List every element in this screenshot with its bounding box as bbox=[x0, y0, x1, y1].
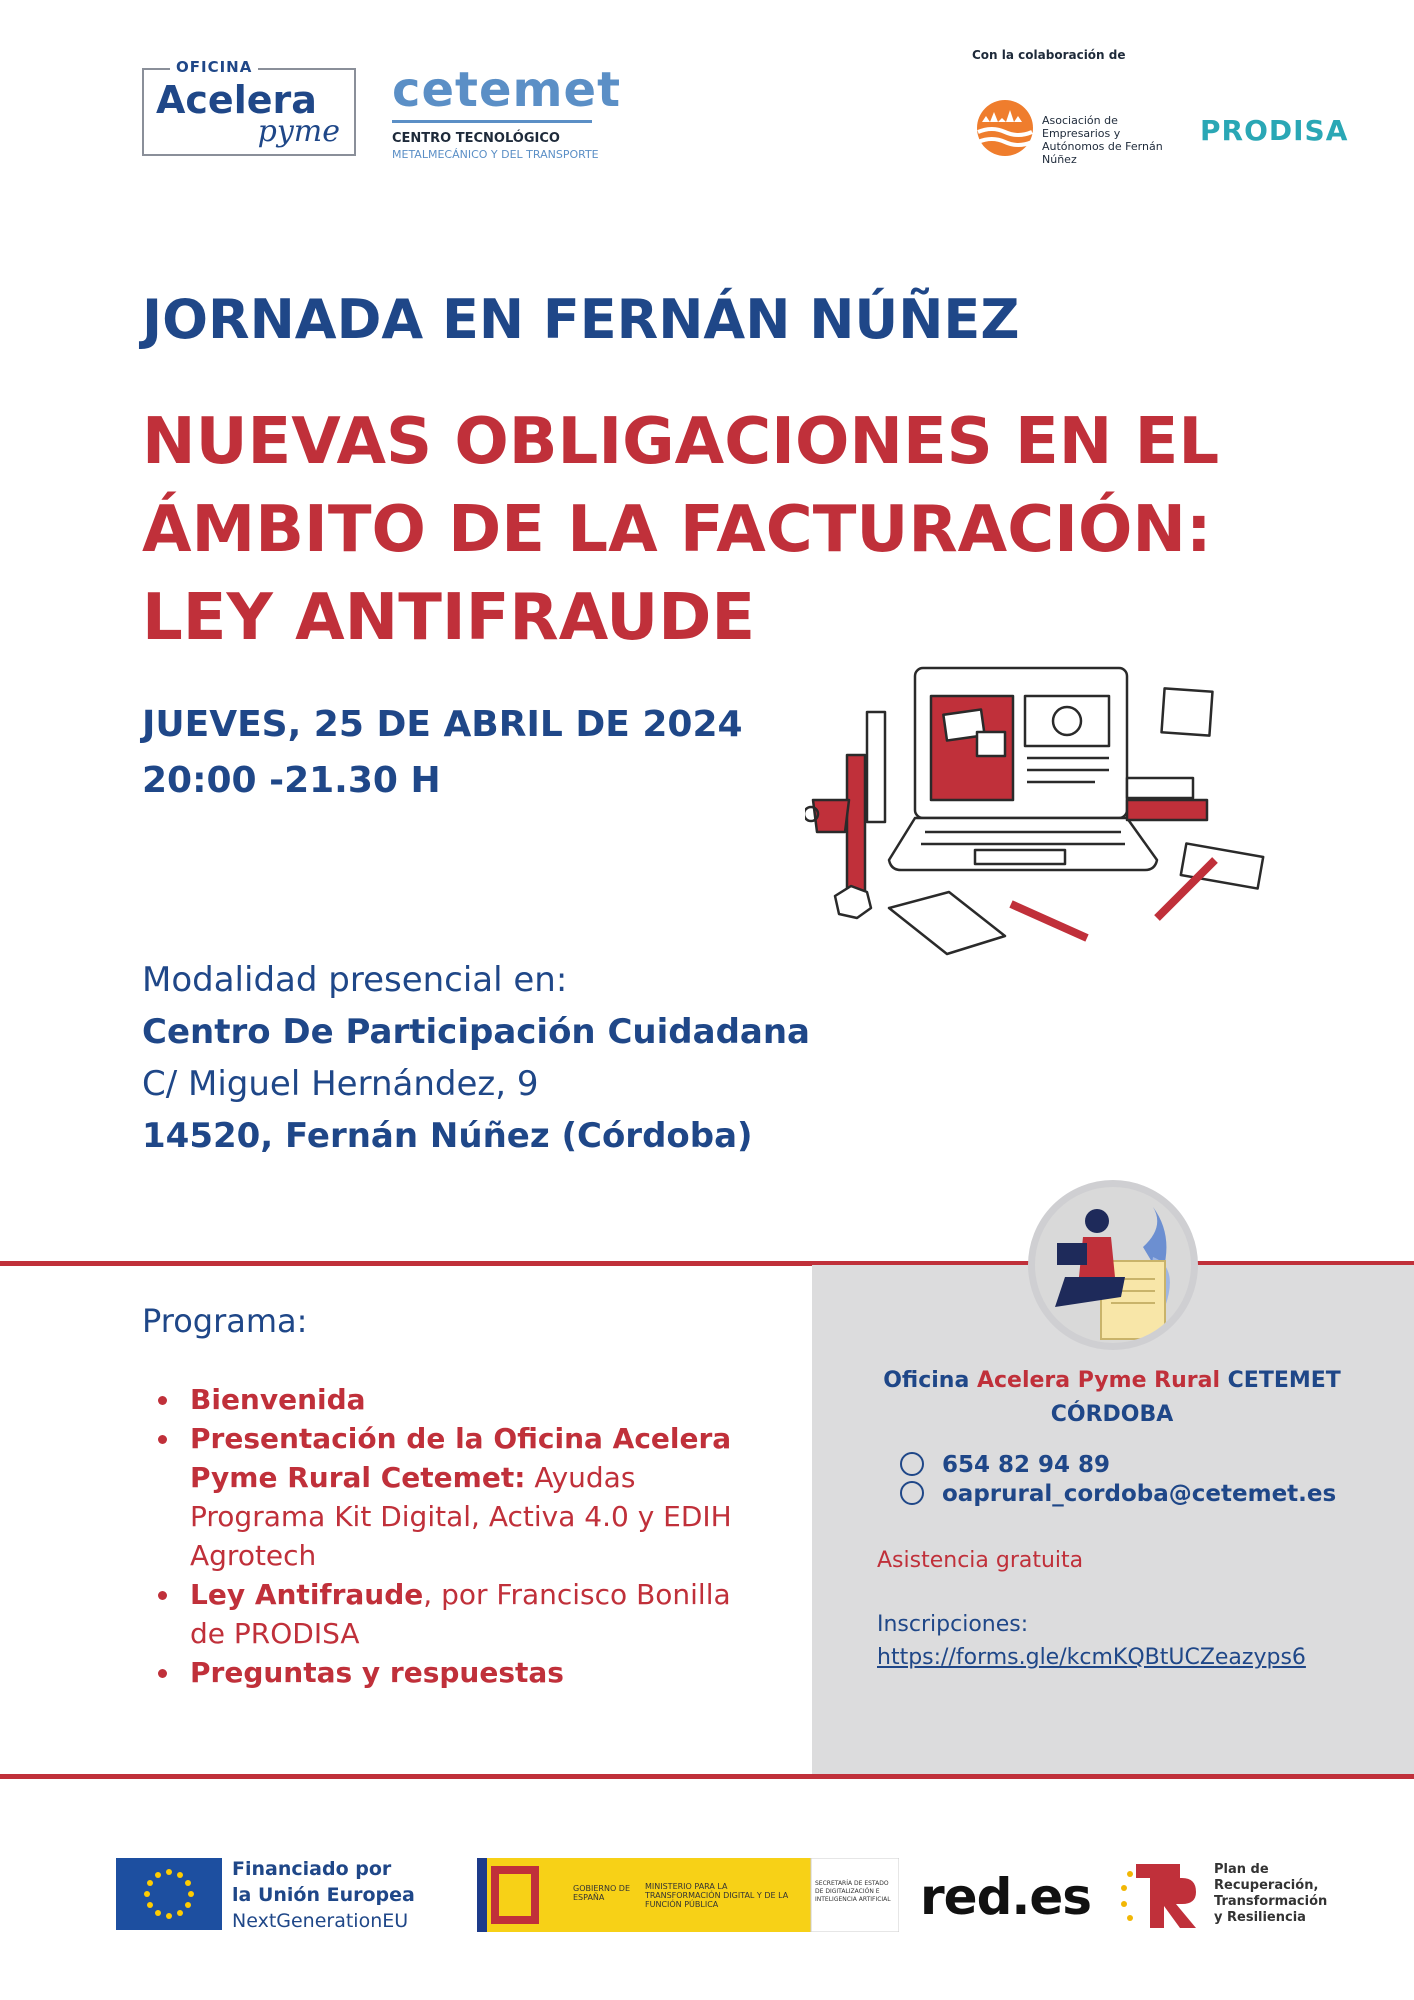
eu-line3: NextGenerationEU bbox=[232, 1910, 409, 1932]
programa-item-bienvenida bbox=[156, 1380, 756, 1419]
location-street: C/ Miguel Hernández, 9 bbox=[142, 1064, 539, 1104]
programa-item-presentacion-bold: Presentación de la Oficina Acelera Pyme Rural Cetemet: bbox=[190, 1422, 732, 1494]
plan-recuperacion-text bbox=[1214, 1862, 1327, 1926]
redes-logo: red.es bbox=[920, 1868, 1092, 1926]
asociacion-sun-icon bbox=[972, 98, 1038, 162]
email-address[interactable]: oaprural_cordoba@cetemet.es bbox=[942, 1481, 1337, 1507]
office-name-part1: Oficina bbox=[883, 1368, 977, 1393]
programa-item-presentacion-rest: Ayudas Programa Kit Digital, Activa 4.0 y EDIH Agrotech bbox=[190, 1461, 732, 1572]
programa-item-preguntas-text: Preguntas y respuestas bbox=[190, 1656, 564, 1689]
plan-line3: Transformación bbox=[1214, 1894, 1328, 1909]
programa-list bbox=[156, 1380, 756, 1692]
gobierno-logo bbox=[477, 1858, 899, 1932]
event-title bbox=[142, 398, 1262, 662]
asociacion-logo bbox=[972, 98, 1172, 166]
bottom-divider bbox=[0, 1774, 1414, 1779]
plan-line4: y Resiliencia bbox=[1214, 1910, 1306, 1925]
eu-flag-icon bbox=[116, 1858, 222, 1930]
woman-laptop-avatar bbox=[1028, 1180, 1198, 1350]
email-icon bbox=[900, 1481, 924, 1505]
location-venue: Centro De Participación Cuidadana bbox=[142, 1012, 810, 1052]
phone-row bbox=[900, 1452, 1110, 1478]
event-date: JUEVES, 25 DE ABRIL DE 2024 bbox=[142, 704, 743, 745]
eu-line1: Financiado por bbox=[232, 1858, 392, 1880]
cetemet-logo-sub1: CENTRO TECNOLÓGICO bbox=[392, 131, 560, 146]
event-title-line1: NUEVAS OBLIGACIONES EN EL bbox=[142, 405, 1220, 479]
location-city: 14520, Fernán Núñez (Córdoba) bbox=[142, 1116, 753, 1156]
event-title-line3: LEY ANTIFRAUDE bbox=[142, 581, 756, 655]
phone-number[interactable]: 654 82 94 89 bbox=[942, 1452, 1111, 1478]
jornada-heading: JORNADA EN FERNÁN NÚÑEZ bbox=[142, 288, 1020, 351]
eu-funding-text bbox=[232, 1856, 415, 1934]
location-block bbox=[142, 954, 810, 1162]
collaboration-label: Con la colaboración de bbox=[972, 48, 1126, 62]
cetemet-logo-name: cetemet bbox=[392, 62, 622, 118]
programa-item-preguntas bbox=[156, 1653, 756, 1692]
cetemet-logo-line bbox=[392, 120, 592, 123]
event-title-line2: ÁMBITO DE LA FACTURACIÓN: bbox=[142, 493, 1212, 567]
programa-heading: Programa: bbox=[142, 1302, 308, 1340]
plan-line2: Recuperación, bbox=[1214, 1878, 1319, 1893]
programa-item-ley-bold: Ley Antifraude bbox=[190, 1578, 424, 1611]
office-name-part4: CÓRDOBA bbox=[1050, 1402, 1174, 1427]
secretaria-text: SECRETARÍA DE ESTADO DE DIGITALIZACIÓN E INTELIGENCIA ARTIFICIAL bbox=[815, 1880, 891, 1903]
free-attendance: Asistencia gratuita bbox=[877, 1548, 1084, 1573]
eu-stars-icon bbox=[116, 1858, 222, 1930]
woman-laptop-icon bbox=[1035, 1187, 1191, 1343]
registration-label: Inscripciones: bbox=[877, 1612, 1029, 1637]
registration-link[interactable]: https://forms.gle/kcmKQBtUCZeazyps6 bbox=[877, 1645, 1306, 1670]
acelera-logo-pyme: pyme bbox=[257, 114, 340, 149]
gobierno-text: GOBIERNO DE ESPAÑA bbox=[573, 1884, 630, 1902]
prodisa-logo: PRODISA bbox=[1200, 114, 1349, 147]
programa-item-ley bbox=[156, 1575, 756, 1653]
office-name bbox=[862, 1364, 1362, 1432]
office-name-part2: Acelera Pyme Rural bbox=[976, 1368, 1220, 1393]
acelera-logo-small: OFICINA bbox=[170, 58, 258, 76]
office-name-part3: CETEMET bbox=[1220, 1368, 1341, 1393]
email-row bbox=[900, 1481, 1336, 1507]
cetemet-logo bbox=[392, 62, 632, 172]
location-modalidad: Modalidad presencial en: bbox=[142, 960, 568, 1000]
event-time: 20:00 -21.30 H bbox=[142, 760, 441, 801]
ministerio-text: MINISTERIO PARA LA TRANSFORMACIÓN DIGITAL Y DE LA FUNCIÓN PÚBLICA bbox=[645, 1882, 789, 1909]
programa-item-presentacion bbox=[156, 1419, 756, 1575]
programa-item-bienvenida-text: Bienvenida bbox=[190, 1383, 366, 1416]
acelera-logo-big: Acelera bbox=[156, 78, 317, 122]
plan-recuperacion-icon bbox=[1116, 1856, 1202, 1934]
laptop-desk-illustration bbox=[805, 660, 1275, 960]
acelera-pyme-logo bbox=[142, 58, 356, 156]
cetemet-logo-sub2: METALMECÁNICO Y DEL TRANSPORTE bbox=[392, 148, 599, 161]
plan-line1: Plan de bbox=[1214, 1862, 1269, 1877]
programa-item-ley-rest: , por Francisco Bonilla de PRODISA bbox=[190, 1578, 731, 1650]
asociacion-logo-text: Asociación de Empresarios y Autónomos de Fernán Núñez bbox=[1042, 114, 1163, 166]
phone-icon bbox=[900, 1452, 924, 1476]
eu-line2: la Unión Europea bbox=[232, 1884, 415, 1906]
plan-recuperacion-logo bbox=[1116, 1856, 1202, 1934]
